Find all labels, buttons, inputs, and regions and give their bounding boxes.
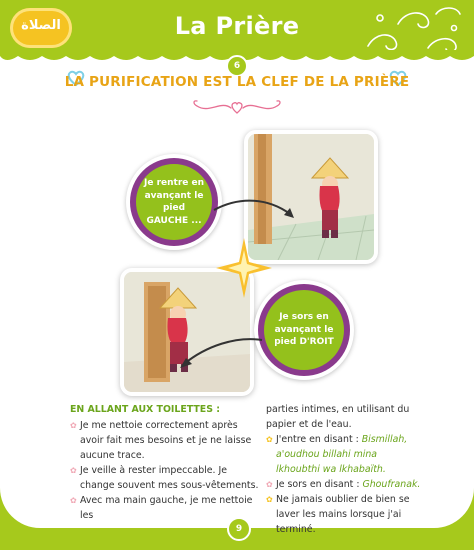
exit-invocation: Ghoufranak.	[362, 479, 421, 490]
heart-ornament-icon	[187, 96, 287, 118]
page-number-badge	[227, 517, 251, 541]
enter-invocation: Bismillah, a'oudhou billahi mina lkhoubthi wa lkhabaïth.	[276, 434, 408, 475]
toilet-heading: EN ALLANT AUX TOILETTES :	[70, 404, 220, 415]
arrow-exit-icon	[176, 330, 266, 370]
section-heading: LA PURIFICATION EST LA CLEF DE LA PRIÈRE	[64, 74, 410, 90]
enter-saying-label: J'entre en disant :	[276, 434, 362, 445]
bubble-exit-text: Je sors en avançant le pied D'ROIT	[274, 312, 334, 348]
continuation-text: parties intimes, en utilisant du papier et de l'eau.	[266, 404, 410, 430]
page-title: La Prière	[174, 12, 300, 40]
list-item	[266, 432, 422, 477]
list-item: ✿ Avec ma main gauche, je me nettoie les	[70, 493, 260, 523]
logo-text: الصلاة	[21, 18, 61, 33]
list-item: ✿ Je veille à rester impeccable. Je change souvent mes sous-vêtements.	[70, 463, 260, 493]
page-number: 9	[235, 524, 243, 534]
arrow-enter-icon	[210, 190, 300, 230]
exit-saying-label: Je sors en disant :	[276, 479, 363, 490]
bubble-enter-text: Je rentre en avançant le pied GAUCHE ...	[143, 178, 205, 226]
section-number: 6	[233, 61, 241, 71]
bubble-enter	[126, 154, 222, 250]
text-column-left	[70, 402, 260, 523]
list-item: ✿ Ne jamais oublier de bien se laver les mains lorsque j'ai terminé.	[266, 492, 422, 537]
bubble-enter-inner	[130, 158, 218, 246]
list-item	[266, 477, 422, 492]
sparkle-icon	[216, 238, 272, 298]
list-item: ✿ Je me nettoie correctement après avoir fait mes besoins et je ne laisse aucune trace.	[70, 418, 260, 463]
text-column-right	[266, 402, 422, 537]
